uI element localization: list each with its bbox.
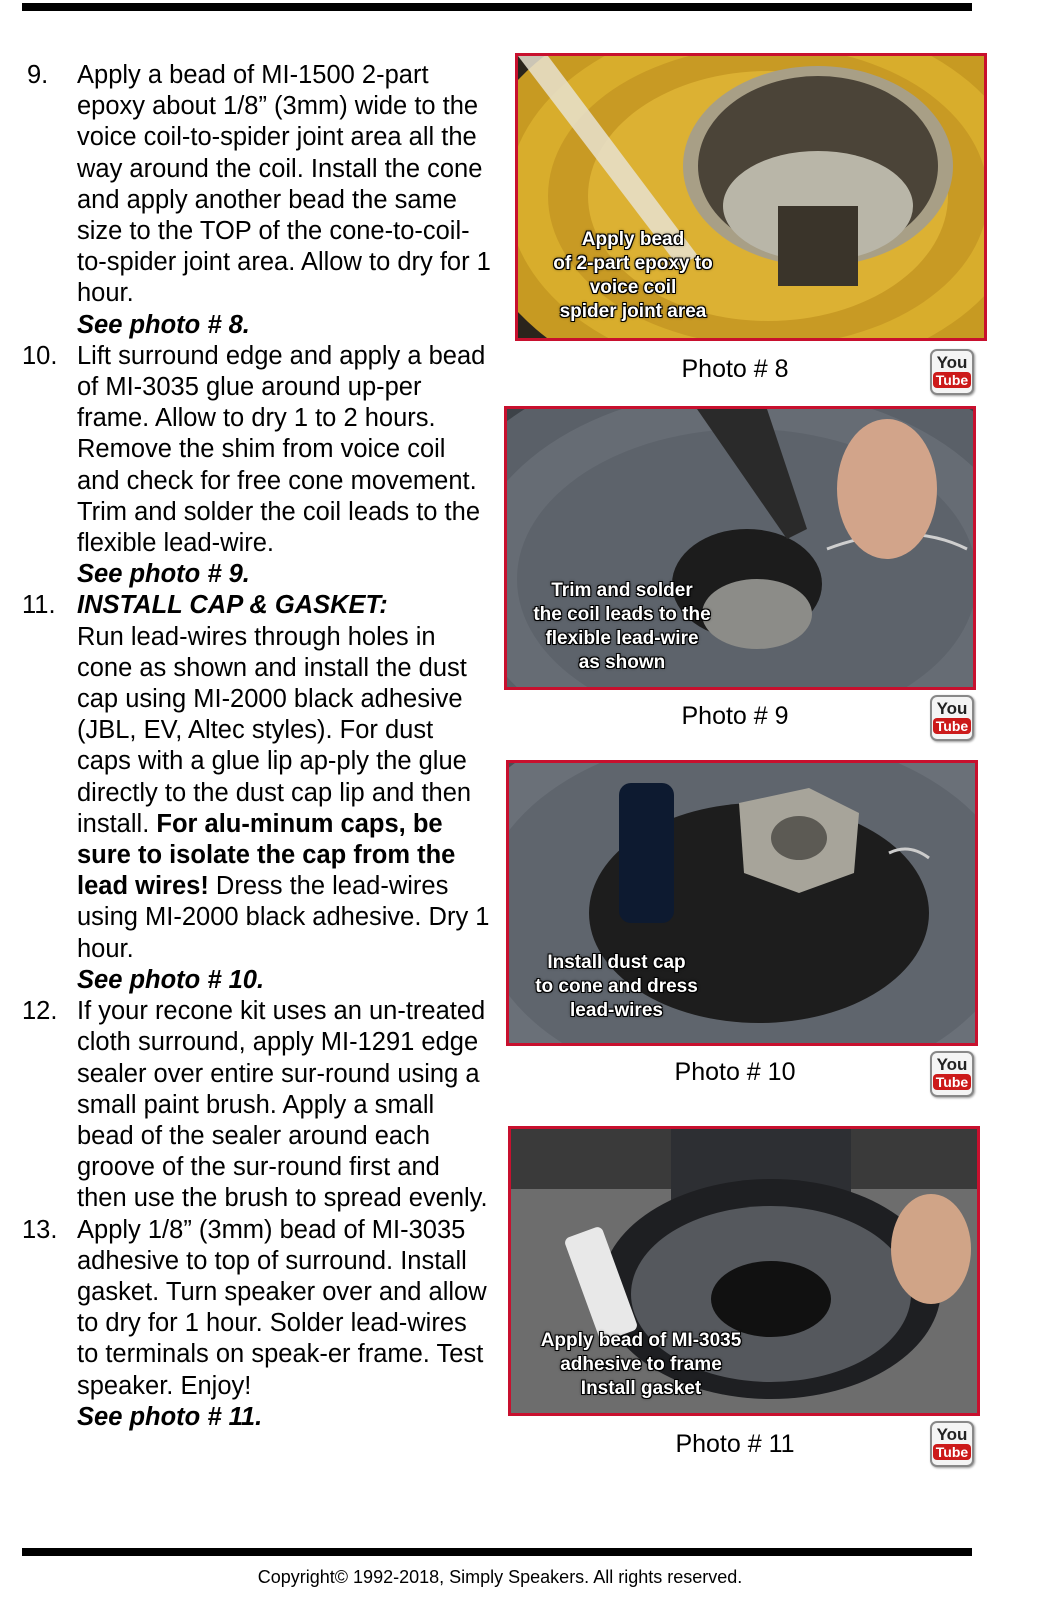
- youtube-tube-text: Tube: [933, 1444, 971, 1460]
- step-11: [22, 590, 492, 996]
- step-10: [22, 341, 492, 591]
- step-number: 10.: [22, 341, 58, 370]
- step-number: 9.: [27, 61, 49, 89]
- step-number: 13.: [22, 1215, 58, 1244]
- youtube-you-text: You: [936, 699, 968, 718]
- overlay-line: of 2-part epoxy to: [553, 253, 713, 274]
- overlay-line: to cone and dress: [535, 976, 698, 997]
- youtube-tube-text: Tube: [933, 718, 971, 734]
- overlay-line: voice coil: [589, 277, 677, 298]
- overlay-line: adhesive to frame: [560, 1354, 722, 1375]
- overlay-line: as shown: [578, 652, 666, 673]
- photo-reference: See photo # 10.: [77, 965, 265, 994]
- photo-9-label: Photo # 9: [681, 702, 789, 730]
- photo-10: [506, 760, 978, 1046]
- overlay-line: Apply bead: [581, 229, 685, 250]
- overlay-line: Apply bead of MI-3035: [540, 1330, 742, 1351]
- youtube-icon[interactable]: [930, 349, 974, 395]
- step-text: Apply 1/8” (3mm) bead of MI-3035 adhesive to top of surround. Install gasket. Turn speaker over and allow to dry for 1 hour. Solder lead-wires to terminals on speak-er frame. Test speaker. Enjoy!: [77, 1215, 487, 1400]
- step-number: 12.: [22, 997, 58, 1026]
- photo-8-overlay: [528, 228, 738, 324]
- youtube-tube-text: Tube: [933, 1074, 971, 1090]
- overlay-line: lead-wires: [570, 1000, 663, 1021]
- instruction-steps: [22, 60, 492, 1433]
- photo-reference: See photo # 8.: [77, 310, 250, 339]
- overlay-line: spider joint area: [559, 301, 707, 322]
- photo-8: [515, 53, 987, 341]
- top-rule: [22, 3, 972, 11]
- photo-8-label: Photo # 8: [681, 355, 789, 383]
- step-number: 11.: [22, 591, 56, 620]
- youtube-tube-text: Tube: [933, 372, 971, 388]
- youtube-you-text: You: [936, 1055, 968, 1074]
- step-12: [22, 996, 492, 1214]
- step-text: If your recone kit uses an un-treated cloth surround, apply MI-1291 edge sealer over entire sur-round using a small paint brush. Apply a small bead of the sealer around each groove of the sur-round first and then use the brush to spread evenly.: [77, 997, 488, 1213]
- photo-reference: See photo # 9.: [77, 560, 250, 589]
- step-text: Apply a bead of MI-1500 2-part epoxy about 1/8” (3mm) wide to the voice coil-to-spider joint area all the way around the coil. Install the cone and apply another bead the same size to the TOP of the cone-to-coil-to-spider joint area. Allow to dry for 1 hour.: [77, 61, 491, 308]
- step-text: Lift surround edge and apply a bead of MI-3035 glue around up-per frame. Allow to dry 1 to 2 hours. Remove the shim from voice coil and check for free cone movement. Trim and solder the coil leads to the flexible lead-wire.: [77, 341, 486, 558]
- bottom-rule: [22, 1548, 972, 1556]
- photo-9: [504, 406, 976, 690]
- photo-11: [508, 1126, 980, 1416]
- copyright-footer: Copyright© 1992-2018, Simply Speakers. All rights reserved.: [257, 1567, 743, 1587]
- photo-10-overlay: [519, 951, 714, 1023]
- overlay-line: the coil leads to the: [533, 604, 711, 625]
- overlay-line: Install gasket: [580, 1378, 702, 1399]
- photo-11-overlay: [526, 1329, 756, 1401]
- overlay-line: Trim and solder: [551, 580, 693, 601]
- photo-reference: See photo # 11.: [77, 1402, 263, 1431]
- step-9: [22, 60, 492, 341]
- photo-9-overlay: [527, 579, 717, 675]
- photo-11-label: Photo # 11: [675, 1430, 795, 1458]
- overlay-line: flexible lead-wire: [545, 628, 699, 649]
- step-13: [22, 1215, 492, 1433]
- step-text: Run lead-wires through holes in cone as shown and install the dust cap using MI-2000 black adhesive (JBL, EV, Altec styles). For dust caps with a glue lip ap-ply the glue directly to the dust cap lip and then install.: [77, 622, 472, 838]
- step-warning: For alu-minum caps, be sure to isolate the cap from the lead wires!: [77, 809, 456, 901]
- step-text-continued: Dress the lead-wires using MI-2000 black adhesive. Dry 1 hour.: [77, 872, 490, 963]
- photo-10-label: Photo # 10: [674, 1058, 796, 1086]
- youtube-you-text: You: [936, 353, 968, 372]
- youtube-icon[interactable]: [930, 695, 974, 741]
- youtube-you-text: You: [936, 1425, 968, 1444]
- youtube-icon[interactable]: [930, 1051, 974, 1097]
- youtube-icon[interactable]: [930, 1421, 974, 1467]
- overlay-line: Install dust cap: [547, 952, 686, 973]
- step-heading: INSTALL CAP & GASKET:: [77, 591, 388, 620]
